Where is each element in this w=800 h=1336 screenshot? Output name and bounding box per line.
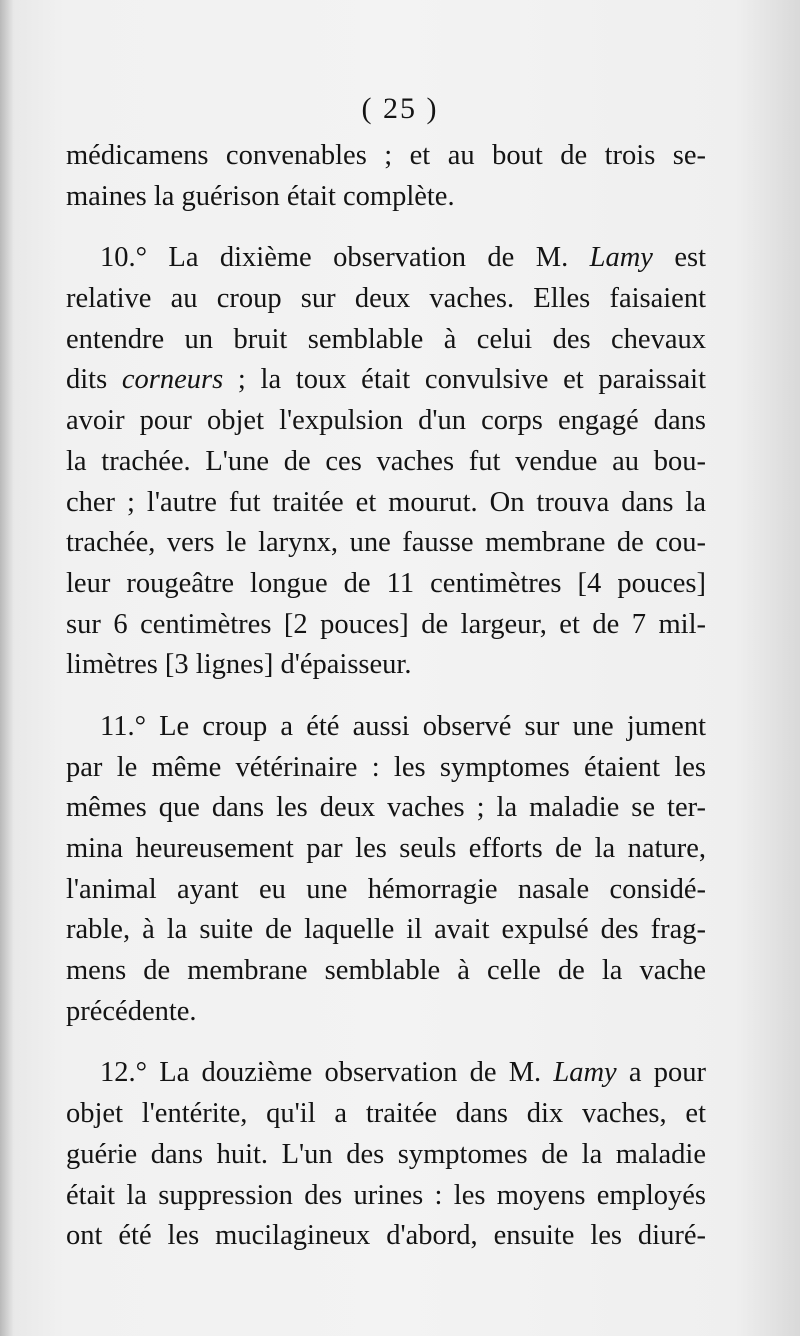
- page-edge-shadow: [0, 0, 14, 1336]
- text-line: mens de membrane semblable à celle de la vache: [66, 955, 706, 987]
- text-line: était la suppression des urines : les moyens employés: [66, 1179, 706, 1211]
- paragraph: [66, 707, 706, 1033]
- text-line: 10.° La dixième observation de M. Lamy est: [100, 242, 706, 274]
- text-line: mêmes que dans les deux vaches ; la maladie se ter-: [66, 792, 706, 824]
- text-line: précédente.: [66, 995, 197, 1027]
- page-number-header: ( 25 ): [361, 92, 439, 125]
- text-line: avoir pour objet l'expulsion d'un corps engagé dans: [66, 405, 706, 437]
- text-line: trachée, vers le larynx, une fausse membrane de cou-: [66, 527, 706, 559]
- text-line: guérie dans huit. L'un des symptomes de la maladie: [66, 1138, 706, 1170]
- text-line: limètres [3 lignes] d'épaisseur.: [66, 649, 412, 681]
- text-line: 12.° La douzième observation de M. Lamy a pour: [100, 1057, 706, 1089]
- text-line: dits corneurs ; la toux était convulsive et paraissait: [66, 364, 706, 396]
- text-line: 11.° Le croup a été aussi observé sur une jument: [100, 710, 706, 742]
- text-line: l'animal ayant eu une hémorragie nasale considé-: [66, 873, 706, 905]
- text-line: entendre un bruit semblable à celui des chevaux: [66, 323, 706, 355]
- text-line: médicamens convenables ; et au bout de trois se-: [66, 140, 706, 171]
- paragraph: [66, 136, 706, 217]
- text-line: relative au croup sur deux vaches. Elles faisaient: [66, 283, 706, 315]
- text-line: rable, à la suite de laquelle il avait expulsé des frag-: [66, 914, 706, 946]
- text-line: maines la guérison était complète.: [66, 180, 455, 212]
- paragraph: [66, 238, 706, 686]
- text-line: par le même vétérinaire : les symptomes étaient les: [66, 751, 706, 783]
- text-line: la trachée. L'une de ces vaches fut vendue au bou-: [66, 445, 706, 477]
- text-line: cher ; l'autre fut traitée et mourut. On trouva dans la: [66, 486, 706, 518]
- text-line: ont été les mucilagineux d'abord, ensuite les diuré-: [66, 1220, 706, 1252]
- paragraph: [66, 1053, 706, 1256]
- text-line: sur 6 centimètres [2 pouces] de largeur, et de 7 mil-: [66, 608, 706, 640]
- text-line: leur rougeâtre longue de 11 centimètres [4 pouces]: [66, 567, 706, 599]
- text-line: objet l'entérite, qu'il a traitée dans dix vaches, et: [66, 1098, 706, 1130]
- text-line: mina heureusement par les seuls efforts de la nature,: [66, 833, 706, 864]
- body-text: [66, 136, 706, 1257]
